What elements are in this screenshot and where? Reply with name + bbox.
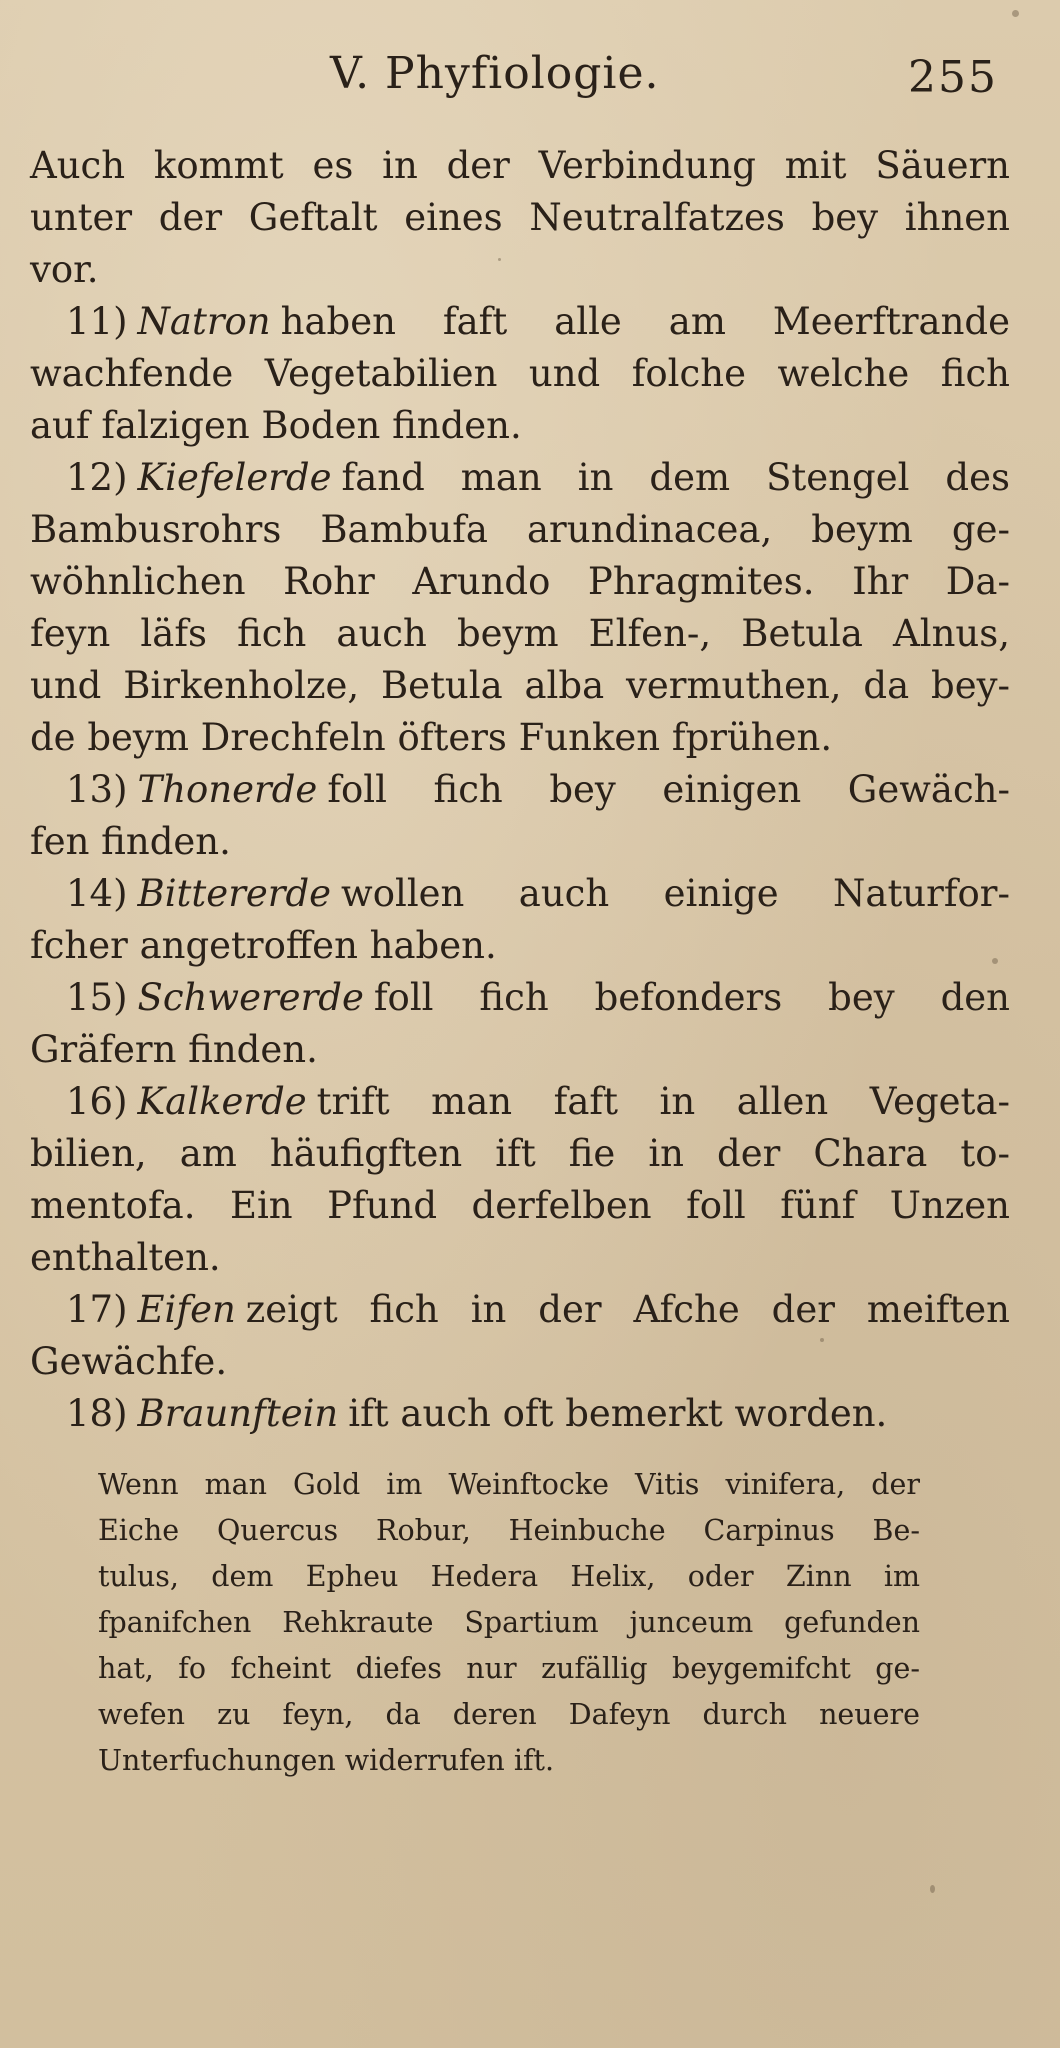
footnote-line: wefen zu feyn, da deren Dafeyn durch neuere: [98, 1698, 920, 1731]
item-term: Natron: [137, 300, 271, 343]
text-line: Auch kommt es in der Verbindung mit Säuern: [30, 144, 1010, 187]
text-line: wachfende Vegetabilien und folche welche fich: [30, 352, 1010, 395]
item-line: 16) Kalkerde trift man faft in allen Vegeta-: [66, 1080, 1010, 1123]
footnote: [98, 1462, 920, 1784]
text-line: de beym Drechfeln öfters Funken fprühen.: [30, 716, 833, 759]
item-number: 17): [66, 1288, 128, 1331]
item-number: 13): [66, 768, 128, 811]
item-term: Eifen: [137, 1288, 236, 1331]
paper-speck: [498, 258, 501, 261]
footnote-line: tulus, dem Epheu Hedera Helix, oder Zinn im: [98, 1560, 920, 1593]
footnote-line: Unterfuchungen widerrufen ift.: [98, 1744, 554, 1777]
item-line: 13) Thonerde foll fich bey einigen Gewäch-: [66, 768, 1010, 811]
text-line: Gräfern finden.: [30, 1028, 318, 1071]
item-line: 14) Bittererde wollen auch einige Naturfor-: [66, 872, 1010, 915]
item-number: 15): [66, 976, 128, 1019]
item-term: Schwererde: [137, 976, 364, 1019]
main-text: [30, 140, 1010, 1440]
paper-speck: [992, 958, 998, 964]
item-number: 12): [66, 456, 128, 499]
item-term: Thonerde: [137, 768, 318, 811]
item-term: Bittererde: [137, 872, 332, 915]
text-line: auf falzigen Boden finden.: [30, 404, 522, 447]
text-line: feyn läfs fich auch beym Elfen-, Betula Alnus,: [30, 612, 1010, 655]
item-term: Kalkerde: [137, 1080, 307, 1123]
item-term: Braunftein: [137, 1392, 339, 1435]
page-header: [0, 48, 1060, 108]
text-line: vor.: [30, 248, 99, 291]
text-line: fcher angetroffen haben.: [30, 924, 497, 967]
item-line: 18) Braunftein ift auch oft bemerkt worden.: [66, 1392, 888, 1435]
item-number: 16): [66, 1080, 128, 1123]
text-line: wöhnlichen Rohr Arundo Phragmites. Ihr Da-: [30, 560, 1010, 603]
paper-speck: [930, 1885, 935, 1893]
item-number: 14): [66, 872, 128, 915]
footnote-line: fpanifchen Rehkraute Spartium junceum gefunden: [98, 1606, 920, 1639]
footnote-line: Wenn man Gold im Weinftocke Vitis vinifera, der: [98, 1468, 920, 1501]
item-line: 15) Schwererde foll fich befonders bey den: [66, 976, 1010, 1019]
item-number: 18): [66, 1392, 128, 1435]
text-line: Bambusrohrs Bambufa arundinacea, beym ge-: [30, 508, 1010, 551]
text-line: mentofa. Ein Pfund derfelben foll fünf Unzen: [30, 1184, 1010, 1227]
text-line: fen finden.: [30, 820, 231, 863]
footnote-line: hat, fo fcheint diefes nur zufällig beygemifcht ge-: [98, 1652, 920, 1685]
paper-speck: [1012, 10, 1019, 17]
item-line: 12) Kiefelerde fand man in dem Stengel des: [66, 456, 1010, 499]
paper-speck: [820, 1338, 824, 1342]
text-line: enthalten.: [30, 1236, 221, 1279]
text-line: bilien, am häufigften ift fie in der Chara to-: [30, 1132, 1010, 1175]
item-line: 17) Eifen zeigt fich in der Afche der meiften: [66, 1288, 1010, 1331]
item-number: 11): [66, 300, 128, 343]
page-number: 255: [908, 52, 998, 103]
text-line: Gewächfe.: [30, 1340, 228, 1383]
footnote-line: Eiche Quercus Robur, Heinbuche Carpinus Be-: [98, 1514, 920, 1547]
text-line: unter der Geftalt eines Neutralfatzes bey ihnen: [30, 196, 1010, 239]
item-term: Kiefelerde: [137, 456, 332, 499]
running-title: V. Phyfiologie.: [330, 48, 660, 99]
text-line: und Birkenholze, Betula alba vermuthen, da bey-: [30, 664, 1010, 707]
item-line: 11) Natron haben faft alle am Meerftrande: [66, 300, 1010, 343]
